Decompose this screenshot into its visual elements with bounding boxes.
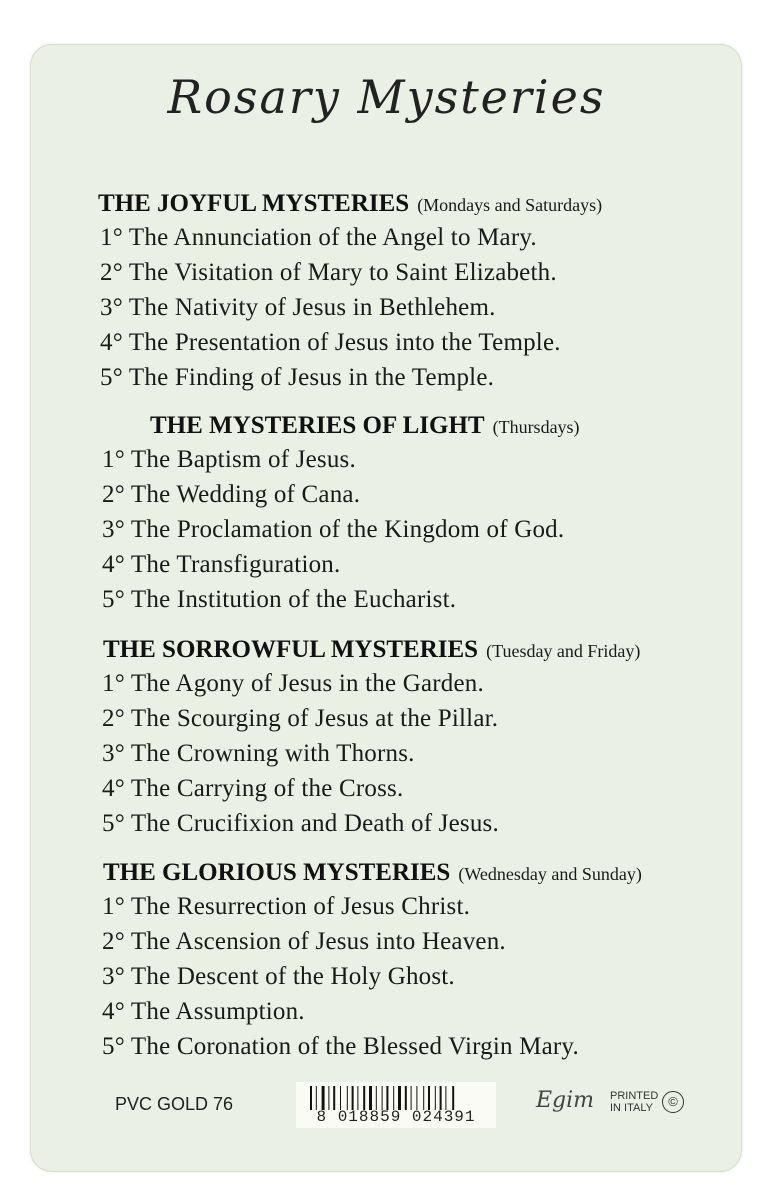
mystery-item: 5° The Crucifixion and Death of Jesus.: [102, 810, 499, 837]
barcode-bar: [322, 1086, 325, 1110]
barcode-bars: [310, 1086, 482, 1110]
section-days: (Thursdays): [492, 417, 580, 437]
section-name: THE SORROWFUL MYSTERIES: [103, 636, 479, 663]
barcode-bar: [411, 1086, 412, 1110]
barcode-bar: [393, 1086, 394, 1110]
barcode-bar: [382, 1086, 383, 1110]
mystery-item: 3° The Descent of the Holy Ghost.: [102, 963, 455, 990]
product-code: PVC GOLD 76: [115, 1094, 234, 1114]
mystery-item: 1° The Resurrection of Jesus Christ.: [102, 893, 471, 920]
barcode-bar: [316, 1086, 317, 1110]
card-title: Rosary Mysteries: [167, 70, 606, 124]
barcode-bar: [452, 1086, 454, 1110]
barcode-bar: [352, 1086, 354, 1110]
section-days: (Wednesday and Sunday): [458, 864, 642, 884]
mystery-item: 2° The Visitation of Mary to Saint Elizabeth.: [100, 259, 557, 286]
barcode-bar: [423, 1086, 424, 1110]
section-days: (Tuesday and Friday): [486, 641, 641, 661]
mystery-item: 2° The Wedding of Cana.: [102, 481, 361, 508]
barcode: [296, 1082, 496, 1128]
barcode-bar: [357, 1086, 358, 1110]
mystery-item: 4° The Assumption.: [102, 998, 305, 1025]
printed-line: IN ITALY: [610, 1102, 653, 1114]
section-heading: [0, 634, 773, 666]
barcode-bar: [428, 1086, 430, 1110]
mystery-item: 2° The Scourging of Jesus at the Pillar.: [102, 705, 499, 732]
barcode-bar: [347, 1086, 348, 1110]
barcode-bar: [376, 1086, 377, 1110]
mystery-item: 2° The Ascension of Jesus into Heaven.: [102, 928, 506, 955]
barcode-bar: [445, 1086, 446, 1110]
mystery-item: 3° The Crowning with Thorns.: [102, 740, 415, 767]
barcode-bar: [440, 1086, 442, 1110]
section-heading: [0, 188, 773, 220]
barcode-bar: [369, 1086, 372, 1110]
barcode-bar: [328, 1086, 329, 1110]
section-days: (Mondays and Saturdays): [417, 195, 603, 215]
barcode-bar: [310, 1086, 312, 1110]
mystery-item: 4° The Presentation of Jesus into the Temple.: [100, 329, 561, 356]
mystery-item: 1° The Baptism of Jesus.: [102, 446, 356, 473]
mystery-item: 1° The Annunciation of the Angel to Mary.: [100, 224, 537, 251]
mystery-item: 4° The Transfiguration.: [102, 551, 341, 578]
mystery-item: 4° The Carrying of the Cross.: [102, 775, 404, 802]
section-glorious: [0, 857, 773, 1064]
barcode-bar: [416, 1086, 417, 1110]
barcode-bar: [333, 1086, 335, 1110]
publisher-logo: Egim: [536, 1088, 595, 1113]
barcode-bar: [398, 1086, 401, 1110]
mystery-item: 5° The Institution of the Eucharist.: [102, 586, 457, 613]
barcode-bar: [435, 1086, 436, 1110]
barcode-bar: [363, 1086, 365, 1110]
mystery-item: 5° The Finding of Jesus in the Temple.: [100, 364, 495, 391]
section-sorrowful: [0, 634, 773, 841]
mystery-item: 3° The Nativity of Jesus in Bethlehem.: [100, 294, 496, 321]
section-heading: [0, 857, 773, 889]
section-name: THE GLORIOUS MYSTERIES: [103, 859, 451, 886]
barcode-number: 8 018859 024391: [316, 1108, 476, 1126]
barcode-bar: [340, 1086, 341, 1110]
mystery-item: 3° The Proclamation of the Kingdom of God.: [102, 516, 565, 543]
mystery-item: 1° The Agony of Jesus in the Garden.: [102, 670, 484, 697]
printed-line: PRINTED: [610, 1090, 659, 1102]
section-joyful: [0, 188, 773, 395]
barcode-bar: [405, 1086, 407, 1110]
section-name: THE MYSTERIES OF LIGHT: [150, 412, 485, 439]
section-name: THE JOYFUL MYSTERIES: [98, 190, 410, 217]
barcode-bar: [386, 1086, 388, 1110]
mystery-item: 5° The Coronation of the Blessed Virgin Mary.: [102, 1033, 579, 1060]
section-light: [0, 410, 773, 617]
section-heading: [0, 410, 773, 442]
printed-in-italy: [610, 1090, 664, 1114]
copyright-icon: ©: [662, 1091, 684, 1113]
card-footer: [0, 1082, 773, 1142]
